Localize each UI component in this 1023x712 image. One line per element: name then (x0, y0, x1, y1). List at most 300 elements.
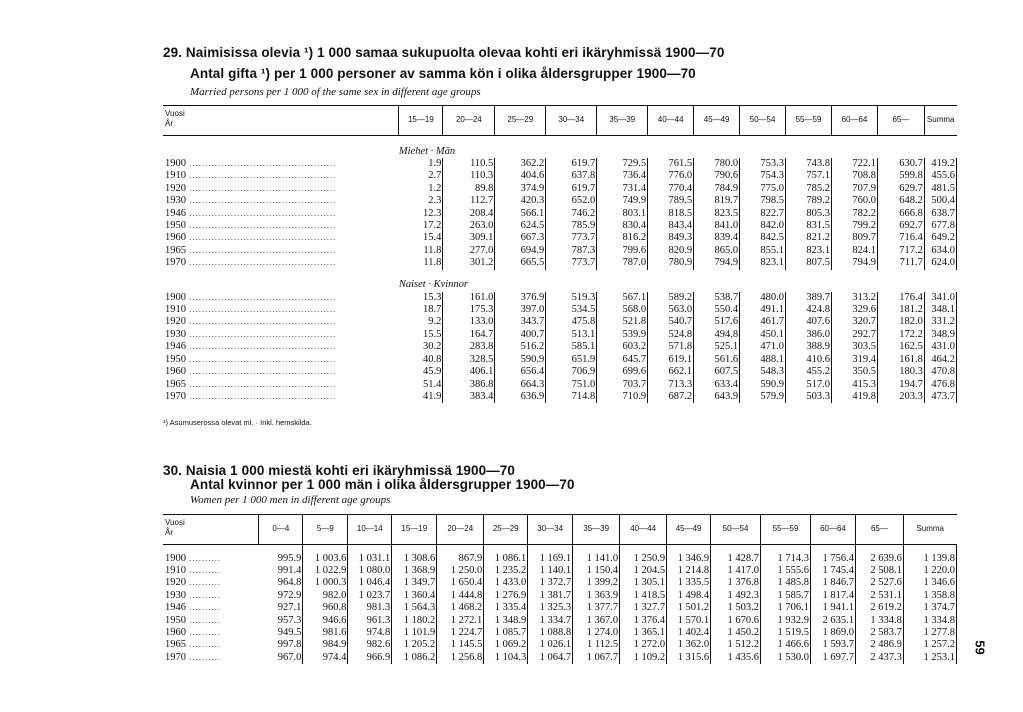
column-header: 45—49 (667, 515, 711, 545)
table-cell: 638.7 (924, 208, 956, 220)
table-cell: 406.1 (443, 366, 495, 378)
table-cell: 585.1 (546, 341, 597, 353)
table-cell: 982.0 (303, 590, 348, 602)
row-year (163, 183, 399, 195)
table-cell: 706.9 (546, 366, 597, 378)
year-label: 1930 (165, 589, 186, 601)
table-cell: 784.9 (694, 183, 740, 195)
table-cell: 534.5 (546, 304, 597, 316)
table-cell: 957.3 (259, 615, 303, 627)
table-cell: 133.0 (443, 316, 495, 328)
table-cell: 420.3 (495, 195, 546, 207)
table-cell: 830.4 (597, 220, 648, 232)
table-cell: 865.0 (694, 245, 740, 257)
table-cell: 1 444.8 (437, 590, 484, 602)
table-row (163, 602, 957, 614)
year-label: 1950 (165, 614, 186, 626)
table-cell: 450.1 (740, 329, 786, 341)
leader-dots: .............................................. (186, 233, 337, 243)
year-label: 1920 (165, 182, 186, 194)
table-cell: 1 104.3 (484, 652, 528, 664)
table-cell: 1 498.4 (667, 590, 711, 602)
table-cell: 717.2 (877, 245, 924, 257)
table-cell: 630.7 (877, 158, 924, 170)
table-cell: 1 276.9 (484, 590, 528, 602)
table-cell: 1 220.0 (903, 565, 956, 577)
table-cell: 823.5 (694, 208, 740, 220)
table-cell: 867.9 (437, 545, 484, 566)
table-cell: 1 468.2 (437, 602, 484, 614)
table-cell: 1 368.9 (392, 565, 437, 577)
table29-title-en: Married persons per 1 000 of the same sex in different age groups (190, 86, 481, 98)
table-cell: 1 433.0 (484, 577, 528, 589)
table-cell: 1 365.1 (620, 627, 667, 639)
table-cell: 967.0 (259, 652, 303, 664)
table-cell: 665.5 (495, 257, 546, 269)
table-cell: 1 512.2 (711, 639, 761, 651)
column-header: 55—59 (786, 106, 832, 136)
table-cell: 2 508.1 (855, 565, 903, 577)
table-cell: 1 714.3 (761, 545, 811, 566)
table-cell: 831.5 (786, 220, 832, 232)
table-cell: 1 031.1 (348, 545, 392, 566)
table-cell: 754.3 (740, 170, 786, 182)
table-cell: 818.5 (648, 208, 694, 220)
table-cell: 1 346.9 (667, 545, 711, 566)
table-cell: 662.1 (648, 366, 694, 378)
table-cell: 2 437.3 (855, 652, 903, 664)
table-cell: 579.9 (740, 391, 786, 403)
column-header: 25—29 (484, 515, 528, 545)
table-cell: 2 619.2 (855, 602, 903, 614)
column-header: 65— (855, 515, 903, 545)
table-cell: 722.1 (831, 158, 877, 170)
row-year (163, 329, 399, 341)
year-label: 1946 (165, 341, 186, 353)
year-label: 1930 (165, 328, 186, 340)
table-cell: 1 376.8 (711, 577, 761, 589)
column-header: 60—64 (831, 106, 877, 136)
table-row (163, 627, 957, 639)
table-row (163, 590, 957, 602)
column-header: 35—39 (597, 106, 648, 136)
table-cell: 1 381.7 (528, 590, 573, 602)
row-year (163, 565, 259, 577)
leader-dots: .............................................. (186, 367, 337, 377)
table-cell: 799.6 (597, 245, 648, 257)
table-cell: 1 570.1 (667, 615, 711, 627)
table-cell: 400.7 (495, 329, 546, 341)
table-cell: 1 274.0 (573, 627, 620, 639)
leader-dots: .......... (186, 566, 222, 575)
leader-dots: .............................................. (186, 342, 337, 352)
table-cell: 503.3 (786, 391, 832, 403)
table-cell: 1 086.1 (484, 545, 528, 566)
table-cell: 649.2 (924, 232, 956, 244)
column-header: 45—49 (694, 106, 740, 136)
table-cell: 1 080.0 (348, 565, 392, 577)
table-cell: 822.7 (740, 208, 786, 220)
table-cell: 1 141.0 (573, 545, 620, 566)
row-year (163, 208, 399, 220)
leader-dots: .......... (186, 640, 222, 650)
table-cell: 455.6 (924, 170, 956, 182)
table-cell: 1 362.0 (667, 639, 711, 651)
table-cell: 488.1 (740, 354, 786, 366)
table-cell: 301.2 (443, 257, 495, 269)
table-cell: 1 003.6 (303, 545, 348, 566)
column-header: 60—64 (810, 515, 855, 545)
table-cell: 1 069.2 (484, 639, 528, 651)
table-cell: 794.9 (694, 257, 740, 269)
table-cell: 972.9 (259, 590, 303, 602)
table-cell: 1 817.4 (810, 590, 855, 602)
table-cell: 991.4 (259, 565, 303, 577)
table-cell: 1 277.8 (903, 627, 956, 639)
year-label: 1900 (165, 158, 186, 169)
leader-dots: .............................................. (186, 221, 337, 231)
table-row (163, 545, 957, 566)
table-cell: 1 564.3 (392, 602, 437, 614)
table-row (163, 245, 957, 257)
table-cell: 807.5 (786, 257, 832, 269)
year-label: 1946 (165, 207, 186, 219)
table-cell: 1 272.0 (620, 639, 667, 651)
table-cell: 1 492.3 (711, 590, 761, 602)
table-cell: 746.2 (546, 208, 597, 220)
table-cell: 624.5 (495, 220, 546, 232)
table-cell: 787.0 (597, 257, 648, 269)
table-cell: 821.2 (786, 232, 832, 244)
table-cell: 1 327.7 (620, 602, 667, 614)
table-cell: 1 305.1 (620, 577, 667, 589)
column-header: 50—54 (740, 106, 786, 136)
table-cell: 1 650.4 (437, 577, 484, 589)
table-cell: 1 585.7 (761, 590, 811, 602)
table-cell: 743.8 (786, 158, 832, 170)
table-cell: 849.3 (648, 232, 694, 244)
table-cell: 568.0 (597, 304, 648, 316)
table-cell: 589.2 (648, 292, 694, 304)
row-year (163, 232, 399, 244)
table-cell: 182.0 (877, 316, 924, 328)
table-cell: 842.5 (740, 232, 786, 244)
table-cell: 350.5 (831, 366, 877, 378)
table-cell: 760.0 (831, 195, 877, 207)
leader-dots: .............................................. (186, 171, 337, 181)
table30-title-fi: 30. Naisia 1 000 miestä kohti eri ikäryhmissä 1900—70 (163, 463, 516, 478)
table-cell: 1 706.1 (761, 602, 811, 614)
table-cell: 386.8 (443, 379, 495, 391)
table-cell: 1 374.7 (903, 602, 956, 614)
table-cell: 571.8 (648, 341, 694, 353)
leader-dots: .......... (186, 553, 222, 563)
row-year (163, 220, 399, 232)
year-label: 1900 (165, 552, 186, 564)
table-cell: 1 064.7 (528, 652, 573, 664)
column-header: Summa (924, 106, 956, 136)
table-cell: 1 334.7 (528, 615, 573, 627)
table-cell: 753.3 (740, 158, 786, 170)
table-cell: 567.1 (597, 292, 648, 304)
table-cell: 1 435.6 (711, 652, 761, 664)
table-cell: 1 485.8 (761, 577, 811, 589)
row-year (163, 158, 399, 170)
table-cell: 751.0 (546, 379, 597, 391)
table-cell: 303.5 (831, 341, 877, 353)
table-cell: 607.5 (694, 366, 740, 378)
row-year (163, 257, 399, 269)
table-cell: 823.1 (786, 245, 832, 257)
table-cell: 1 272.1 (437, 615, 484, 627)
table-row (163, 232, 957, 244)
table-cell: 1 363.9 (573, 590, 620, 602)
table-cell: 1 402.4 (667, 627, 711, 639)
row-year (163, 545, 259, 566)
table-row (163, 652, 957, 664)
table-cell: 708.8 (831, 170, 877, 182)
table-cell: 1 335.4 (484, 602, 528, 614)
table-cell: 645.7 (597, 354, 648, 366)
table-row (163, 183, 957, 195)
year-label: 1965 (165, 244, 186, 256)
table-cell: 475.8 (546, 316, 597, 328)
table-cell: 1 112.5 (573, 639, 620, 651)
table-cell: 1 315.6 (667, 652, 711, 664)
table-cell: 309.1 (443, 232, 495, 244)
table-cell: 780.9 (648, 257, 694, 269)
table-row (163, 366, 957, 378)
column-header: 0—4 (259, 515, 303, 545)
table-cell: 820.9 (648, 245, 694, 257)
table-cell: 11.8 (399, 245, 443, 257)
leader-dots: .............................................. (186, 196, 337, 206)
table-row (163, 316, 957, 328)
table-cell: 789.5 (648, 195, 694, 207)
table-cell: 563.0 (648, 304, 694, 316)
table-cell: 524.8 (648, 329, 694, 341)
table-cell: 633.4 (694, 379, 740, 391)
table-cell: 481.5 (924, 183, 956, 195)
table-cell: 161.8 (877, 354, 924, 366)
table-row (163, 615, 957, 627)
table-cell: 841.0 (694, 220, 740, 232)
row-year (163, 615, 259, 627)
leader-dots: .............................................. (186, 245, 337, 255)
leader-dots: .......... (186, 652, 222, 662)
table-cell: 789.2 (786, 195, 832, 207)
table-cell: 790.6 (694, 170, 740, 182)
table-cell: 619.1 (648, 354, 694, 366)
table-cell: 1 086.2 (392, 652, 437, 664)
leader-dots: .......... (186, 615, 222, 625)
table-cell: 711.7 (877, 257, 924, 269)
table-cell: 982.6 (348, 639, 392, 651)
leader-dots: .............................................. (186, 305, 337, 315)
table-cell: 1 325.3 (528, 602, 573, 614)
table-cell: 984.9 (303, 639, 348, 651)
table-cell: 292.7 (831, 329, 877, 341)
table-cell: 161.0 (443, 292, 495, 304)
table-cell: 927.1 (259, 602, 303, 614)
column-header: 40—44 (648, 106, 694, 136)
table-cell: 389.7 (786, 292, 832, 304)
table-cell: 513.1 (546, 329, 597, 341)
table-cell: 785.2 (786, 183, 832, 195)
table-cell: 677.8 (924, 220, 956, 232)
table-cell: 1 932.9 (761, 615, 811, 627)
table-cell: 383.4 (443, 391, 495, 403)
section-row (163, 136, 957, 159)
year-label: 1920 (165, 577, 186, 589)
year-label: 1910 (165, 170, 186, 182)
row-year (163, 170, 399, 182)
leader-dots: .............................................. (186, 159, 337, 168)
section-row (163, 270, 957, 292)
table-cell: 1.9 (399, 158, 443, 170)
table29-footnote: ¹) Asumuserossa olevat ml. · Inkl. hemskilda. (163, 418, 312, 427)
table-cell: 1 418.5 (620, 590, 667, 602)
table-cell: 1 169.1 (528, 545, 573, 566)
table-row (163, 170, 957, 182)
table-cell: 464.2 (924, 354, 956, 366)
table-row (163, 341, 957, 353)
table-cell: 619.7 (546, 183, 597, 195)
table-cell: 667.3 (495, 232, 546, 244)
table-cell: 770.4 (648, 183, 694, 195)
table-cell: 799.2 (831, 220, 877, 232)
row-year (163, 354, 399, 366)
table-cell: 500.4 (924, 195, 956, 207)
year-label: 1920 (165, 316, 186, 328)
column-header: 15—19 (399, 106, 443, 136)
table-cell: 1 348.9 (484, 615, 528, 627)
leader-dots: .............................................. (186, 354, 337, 364)
table-cell: 110.5 (443, 158, 495, 170)
row-year (163, 366, 399, 378)
table-cell: 761.5 (648, 158, 694, 170)
row-year (163, 304, 399, 316)
table-row (163, 292, 957, 304)
column-header: 50—54 (711, 515, 761, 545)
table-cell: 471.0 (740, 341, 786, 353)
table-cell: 41.9 (399, 391, 443, 403)
table-cell: 162.5 (877, 341, 924, 353)
table-cell: 1 519.5 (761, 627, 811, 639)
table-cell: 749.9 (597, 195, 648, 207)
table-cell: 17.2 (399, 220, 443, 232)
table-cell: 1 250.0 (437, 565, 484, 577)
table-cell: 1 205.2 (392, 639, 437, 651)
table-cell: 1 377.7 (573, 602, 620, 614)
table-cell: 995.9 (259, 545, 303, 566)
table-cell: 798.5 (740, 195, 786, 207)
leader-dots: .............................................. (186, 258, 337, 268)
table-row (163, 158, 957, 170)
table-cell: 2 583.7 (855, 627, 903, 639)
year-label: 1930 (165, 195, 186, 207)
table-cell: 736.4 (597, 170, 648, 182)
table-cell: 491.1 (740, 304, 786, 316)
table-cell: 843.4 (648, 220, 694, 232)
table-cell: 9.2 (399, 316, 443, 328)
year-label: 1960 (165, 232, 186, 244)
table-cell: 348.1 (924, 304, 956, 316)
table-cell: 362.2 (495, 158, 546, 170)
year-label: 1950 (165, 353, 186, 365)
year-label: 1946 (165, 602, 186, 614)
year-label: 1950 (165, 220, 186, 232)
table-cell: 1 140.1 (528, 565, 573, 577)
leader-dots: .............................................. (186, 183, 337, 193)
table-cell: 470.8 (924, 366, 956, 378)
column-header: 65— (877, 106, 924, 136)
table-cell: 1 334.8 (903, 615, 956, 627)
table30-title-sv: Antal kvinnor per 1 000 män i olika åldersgrupper 1900—70 (190, 477, 575, 492)
leader-dots: .......... (186, 603, 222, 613)
table-cell: 519.3 (546, 292, 597, 304)
table-row (163, 220, 957, 232)
table-cell: 1 697.7 (810, 652, 855, 664)
table-cell: 15.5 (399, 329, 443, 341)
table-cell: 961.3 (348, 615, 392, 627)
table-cell: 1 399.2 (573, 577, 620, 589)
table-29 (163, 105, 957, 403)
table-cell: 637.8 (546, 170, 597, 182)
row-year (163, 652, 259, 664)
table-row (163, 208, 957, 220)
leader-dots: .............................................. (186, 317, 337, 327)
table-cell: 687.2 (648, 391, 694, 403)
table-cell: 714.8 (546, 391, 597, 403)
table-cell: 703.7 (597, 379, 648, 391)
table-cell: 494.8 (694, 329, 740, 341)
table-cell: 803.1 (597, 208, 648, 220)
table-cell: 946.6 (303, 615, 348, 627)
table-cell: 473.7 (924, 391, 956, 403)
header-year: Vuosi År (163, 515, 259, 545)
table-cell: 1 026.1 (528, 639, 573, 651)
table-cell: 731.4 (597, 183, 648, 195)
leader-dots: .......... (186, 628, 222, 638)
column-header: 20—24 (437, 515, 484, 545)
table-cell: 1 450.2 (711, 627, 761, 639)
table-cell: 599.8 (877, 170, 924, 182)
table-cell: 1 067.7 (573, 652, 620, 664)
table-cell: 842.0 (740, 220, 786, 232)
leader-dots: .......... (186, 590, 222, 600)
table-cell: 1 670.6 (711, 615, 761, 627)
table-cell: 329.6 (831, 304, 877, 316)
table-cell: 757.1 (786, 170, 832, 182)
table-cell: 386.0 (786, 329, 832, 341)
table-cell: 566.1 (495, 208, 546, 220)
table-cell: 419.2 (924, 158, 956, 170)
table-cell: 1 046.4 (348, 577, 392, 589)
table-cell: 1 346.6 (903, 577, 956, 589)
table-row (163, 329, 957, 341)
table-cell: 819.7 (694, 195, 740, 207)
table-cell: 1 501.2 (667, 602, 711, 614)
year-label: 1960 (165, 627, 186, 639)
leader-dots: .......... (186, 578, 222, 588)
column-header: 15—19 (392, 515, 437, 545)
table-cell: 1 941.1 (810, 602, 855, 614)
table-cell: 1 334.8 (855, 615, 903, 627)
table-cell: 816.2 (597, 232, 648, 244)
year-label: 1970 (165, 390, 186, 402)
table-row (163, 354, 957, 366)
